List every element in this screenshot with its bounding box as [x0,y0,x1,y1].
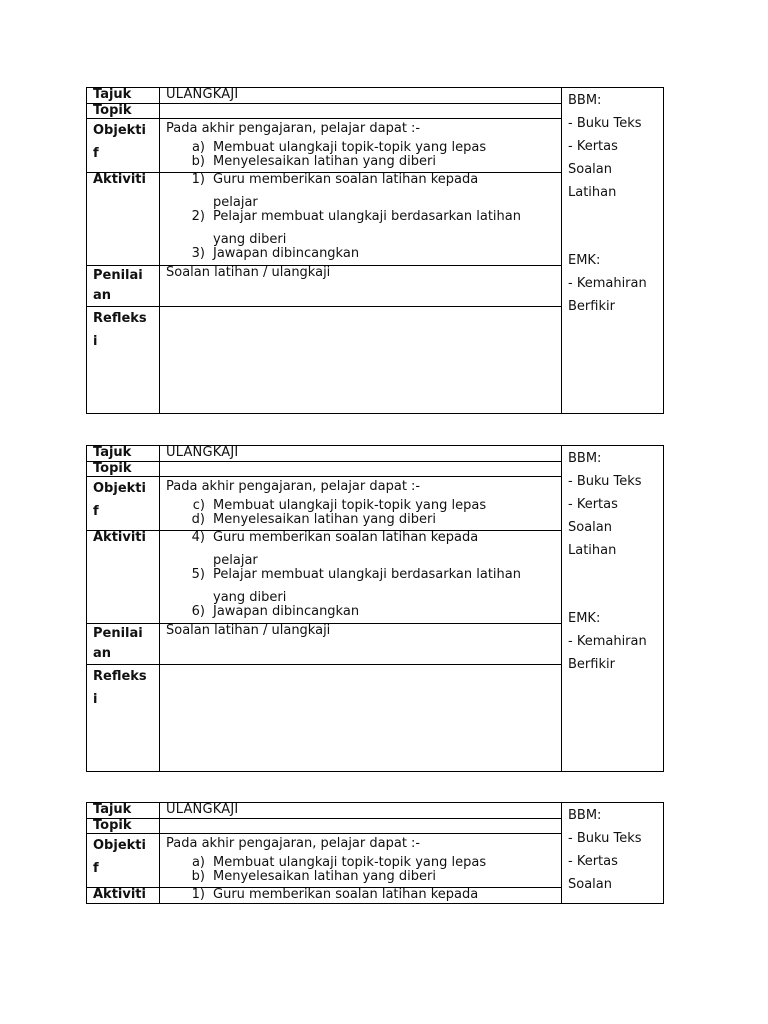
label-aktiviti: Aktiviti [87,173,160,266]
refleksi-value [160,307,562,414]
side-emk: EMK: [568,253,601,268]
objektif-cell [160,119,562,173]
aktiviti-cell [160,173,562,266]
side-line: - Buku Teks [568,831,642,846]
label-penilaian: Penilai an [87,624,160,665]
side-bbm: BBM: [568,808,602,823]
tajuk-value: ULANGKAJI [160,88,562,104]
side-column [562,803,664,904]
side-line: Latihan [568,543,617,558]
tajuk-value: ULANGKAJI [160,803,562,819]
aktiviti-item: 1) Guru memberikan soalan latihan kepada pelajar [191,172,479,210]
label-topik: Topik [87,462,160,477]
refleksi-value [160,665,562,772]
label-penilaian: Penilai an [87,266,160,307]
label-tajuk: Tajuk [87,803,160,819]
tajuk-value: ULANGKAJI [160,446,562,462]
aktiviti-item: 3) Jawapan dibincangkan [191,246,360,261]
topik-value [160,819,562,834]
side-line: Soalan [568,162,612,177]
label-objektif: Objekti f [87,477,160,531]
lesson-plan-3 [86,802,664,904]
side-line: - Kertas [568,497,618,512]
objektif-intro: Pada akhir pengajaran, pelajar dapat :- [166,121,421,136]
objektif-item: b) Menyelesaikan latihan yang diberi [191,154,436,169]
aktiviti-item: 4) Guru memberikan soalan latihan kepada pelajar [191,530,479,568]
label-aktiviti: Aktiviti [87,531,160,624]
side-line: Berfikir [568,299,615,314]
side-line: - Kertas [568,139,618,154]
penilaian-value: Soalan latihan / ulangkaji [160,624,562,665]
side-line: - Kemahiran [568,634,647,649]
topik-value [160,462,562,477]
penilaian-value: Soalan latihan / ulangkaji [160,266,562,307]
label-tajuk: Tajuk [87,446,160,462]
aktiviti-item: 6) Jawapan dibincangkan [191,604,360,619]
side-bbm: BBM: [568,93,602,108]
side-line: Soalan [568,877,612,892]
objektif-intro: Pada akhir pengajaran, pelajar dapat :- [166,836,421,851]
aktiviti-cell [160,531,562,624]
side-line: Berfikir [568,657,615,672]
aktiviti-cell [160,888,562,904]
side-column [562,446,664,772]
side-emk: EMK: [568,611,601,626]
label-tajuk: Tajuk [87,88,160,104]
topik-value [160,104,562,119]
side-line: - Kertas [568,854,618,869]
objektif-item: c) Membuat ulangkaji topik-topik yang lepas [192,498,487,513]
objektif-item: a) Membuat ulangkaji topik-topik yang lepas [191,140,487,155]
lesson-plan-1 [86,87,664,414]
objektif-item: d) Menyelesaikan latihan yang diberi [191,512,436,527]
objektif-intro: Pada akhir pengajaran, pelajar dapat :- [166,479,421,494]
label-objektif: Objekti f [87,834,160,888]
side-line: - Buku Teks [568,474,642,489]
side-line: - Buku Teks [568,116,642,131]
side-bbm: BBM: [568,451,602,466]
side-column [562,88,664,414]
aktiviti-item: 2) Pelajar membuat ulangkaji berdasarkan latihan yang diberi [191,209,521,247]
objektif-item: a) Membuat ulangkaji topik-topik yang lepas [191,855,487,870]
label-topik: Topik [87,104,160,119]
lesson-plan-2 [86,445,664,772]
objektif-cell [160,477,562,531]
side-line: Soalan [568,520,612,535]
aktiviti-item: 1) Guru memberikan soalan latihan kepada [191,887,479,902]
label-refleksi: Refleks i [87,665,160,772]
objektif-item: b) Menyelesaikan latihan yang diberi [191,869,436,884]
label-refleksi: Refleks i [87,307,160,414]
aktiviti-item: 5) Pelajar membuat ulangkaji berdasarkan latihan yang diberi [191,567,521,605]
side-line: - Kemahiran [568,276,647,291]
label-objektif: Objekti f [87,119,160,173]
side-line: Latihan [568,185,617,200]
label-topik: Topik [87,819,160,834]
label-aktiviti: Aktiviti [87,888,160,904]
objektif-cell [160,834,562,888]
